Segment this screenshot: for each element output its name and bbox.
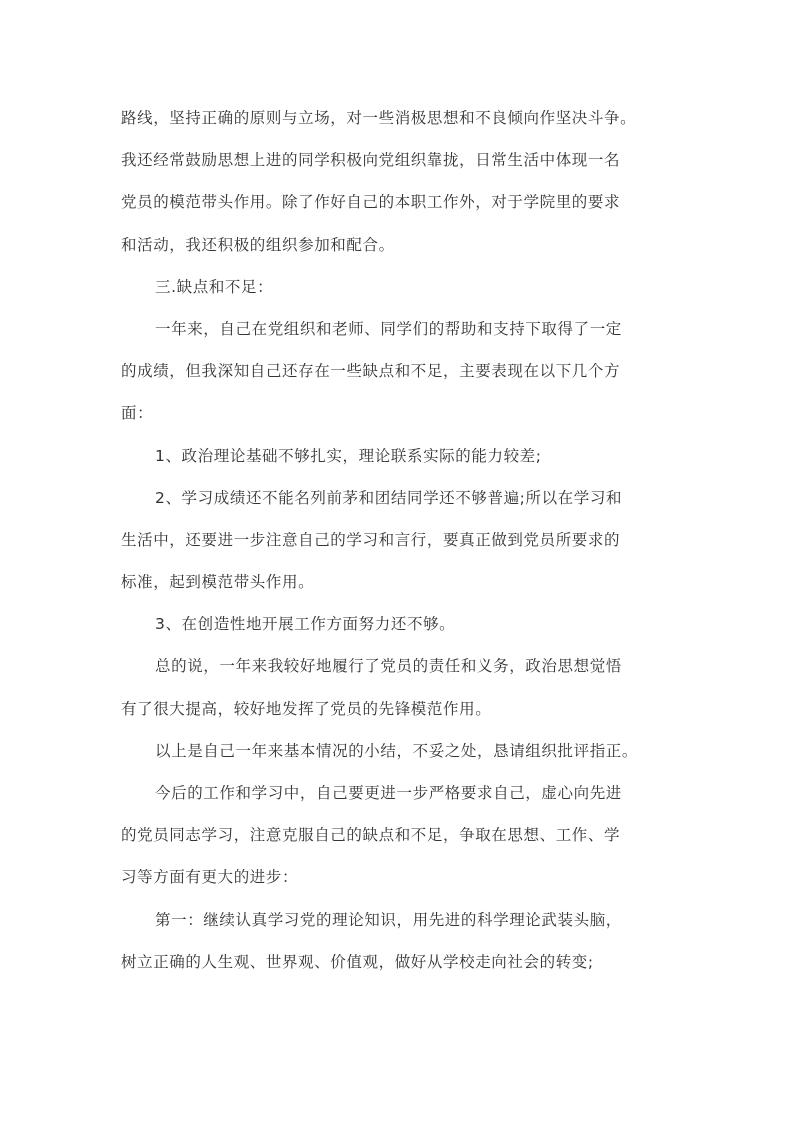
text-line-15: 有了很大提高，较好地发挥了党员的先锋模范作用。 bbox=[121, 699, 492, 718]
text-line-18: 的党员同志学习，注意克服自己的缺点和不足，争取在思想、工作、学 bbox=[121, 826, 621, 845]
text-line-17: 今后的工作和学习中，自己要更进一步严格要求自己，虚心向先进 bbox=[155, 784, 622, 802]
list-item-2: 2、学习成绩还不能名列前茅和团结同学还不够普遍;所以在学习和 bbox=[155, 488, 623, 507]
text-line-14: 总的说，一年来我较好地履行了党员的责任和义务，政治思想觉悟 bbox=[155, 657, 622, 676]
text-line-21: 树立正确的人生观、世界观、价值观，做好从学校走向社会的转变; bbox=[121, 952, 594, 971]
text-line-12: 标准，起到模范带头作用。 bbox=[121, 573, 315, 592]
text-line-8: 面： bbox=[121, 404, 154, 423]
text-line-6: 一年来，自己在党组织和老师、同学们的帮助和支持下取得了一定 bbox=[155, 319, 622, 338]
text-line-11: 生活中，还要进一步注意自己的学习和言行，要真正做到党员所要求的 bbox=[121, 530, 621, 549]
text-line-3: 党员的模范带头作用。除了作好自己的本职工作外，对于学院里的要求 bbox=[121, 193, 621, 212]
text-line-1: 路线，坚持正确的原则与立场，对一些消极思想和不良倾向作坚决斗争。 bbox=[121, 109, 637, 127]
text-line-20: 第一：继续认真学习党的理论知识，用先进的科学理论武装头脑， bbox=[155, 910, 622, 929]
list-item-1: 1、政治理论基础不够扎实，理论联系实际的能力较差; bbox=[155, 446, 542, 465]
text-line-4: 和活动，我还积极的组织参加和配合。 bbox=[121, 235, 395, 254]
text-line-19: 习等方面有更大的进步： bbox=[121, 868, 299, 887]
text-line-16: 以上是自己一年来基本情况的小结，不妥之处，恳请组织批评指正。 bbox=[155, 741, 639, 760]
text-line-7: 的成绩，但我深知自己还存在一些缺点和不足，主要表现在以下几个方 bbox=[121, 362, 621, 381]
document-body bbox=[121, 97, 681, 983]
section-heading-shortcomings: 三.缺点和不足： bbox=[155, 277, 274, 296]
list-item-3: 3、在创造性地开展工作方面努力还不够。 bbox=[155, 615, 456, 634]
text-line-2: 我还经常鼓励思想上进的同学积极向党组织靠拢，日常生活中体现一名 bbox=[121, 151, 621, 170]
